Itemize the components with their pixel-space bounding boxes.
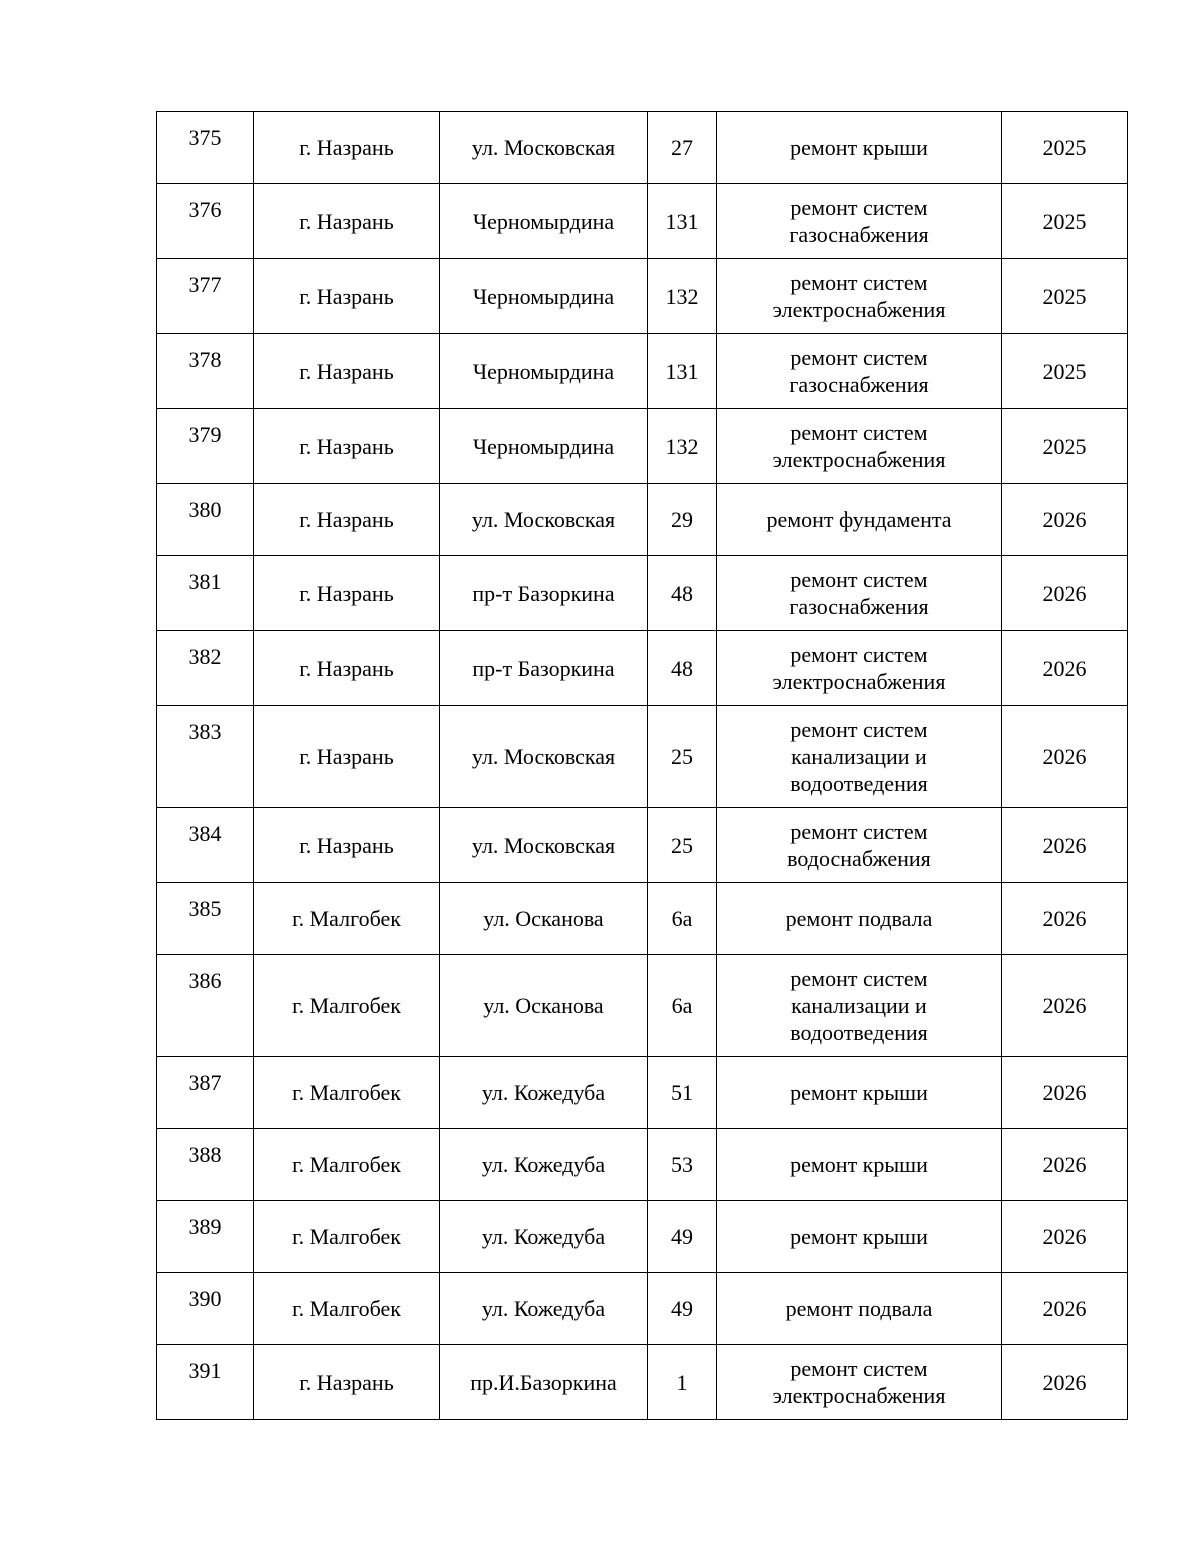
- year-cell: 2026: [1002, 955, 1128, 1057]
- street-cell: ул. Московская: [440, 808, 648, 883]
- house-number-cell: 51: [648, 1057, 717, 1129]
- table-body: [157, 112, 1128, 1420]
- house-number-cell: 132: [648, 409, 717, 484]
- work-type-text: ремонт систем канализации и водоотведения: [790, 966, 928, 1045]
- work-type-cell: [717, 556, 1002, 631]
- year-cell: 2026: [1002, 706, 1128, 808]
- street-cell: пр.И.Базоркина: [440, 1345, 648, 1420]
- work-type-cell: [717, 409, 1002, 484]
- city-cell: г. Назрань: [254, 409, 440, 484]
- city-cell: г. Назрань: [254, 484, 440, 556]
- table-row: [157, 334, 1128, 409]
- row-number-cell: 380: [157, 484, 254, 556]
- street-cell: ул. Кожедуба: [440, 1201, 648, 1273]
- work-type-cell: [717, 631, 1002, 706]
- year-cell: 2025: [1002, 184, 1128, 259]
- work-type-text: ремонт систем электроснабжения: [772, 270, 946, 322]
- street-cell: ул. Осканова: [440, 955, 648, 1057]
- row-number-cell: 386: [157, 955, 254, 1057]
- house-number-cell: 25: [648, 808, 717, 883]
- work-type-cell: [717, 1201, 1002, 1273]
- house-number-cell: 49: [648, 1201, 717, 1273]
- table-row: [157, 1057, 1128, 1129]
- year-cell: 2026: [1002, 1129, 1128, 1201]
- city-cell: г. Назрань: [254, 556, 440, 631]
- row-number-cell: 390: [157, 1273, 254, 1345]
- year-cell: 2025: [1002, 334, 1128, 409]
- work-type-text: ремонт крыши: [790, 1224, 928, 1249]
- work-type-text: ремонт крыши: [790, 135, 928, 160]
- table-row: [157, 184, 1128, 259]
- street-cell: Черномырдина: [440, 184, 648, 259]
- house-number-cell: 49: [648, 1273, 717, 1345]
- year-cell: 2026: [1002, 484, 1128, 556]
- year-cell: 2026: [1002, 883, 1128, 955]
- street-cell: ул. Кожедуба: [440, 1057, 648, 1129]
- city-cell: г. Назрань: [254, 334, 440, 409]
- house-number-cell: 53: [648, 1129, 717, 1201]
- row-number-cell: 389: [157, 1201, 254, 1273]
- street-cell: Черномырдина: [440, 334, 648, 409]
- work-type-text: ремонт систем газоснабжения: [789, 345, 929, 397]
- table-row: [157, 112, 1128, 184]
- work-type-cell: [717, 259, 1002, 334]
- work-type-text: ремонт систем электроснабжения: [772, 642, 946, 694]
- work-type-cell: [717, 808, 1002, 883]
- city-cell: г. Назрань: [254, 706, 440, 808]
- row-number-cell: 379: [157, 409, 254, 484]
- house-number-cell: 6а: [648, 955, 717, 1057]
- row-number-cell: 384: [157, 808, 254, 883]
- row-number-cell: 391: [157, 1345, 254, 1420]
- year-cell: 2026: [1002, 631, 1128, 706]
- work-type-cell: [717, 184, 1002, 259]
- work-type-text: ремонт систем электроснабжения: [772, 420, 946, 472]
- work-type-cell: [717, 1057, 1002, 1129]
- table-row: [157, 556, 1128, 631]
- table-row: [157, 409, 1128, 484]
- city-cell: г. Назрань: [254, 184, 440, 259]
- repair-schedule-table: [156, 111, 1128, 1420]
- street-cell: пр-т Базоркина: [440, 556, 648, 631]
- house-number-cell: 29: [648, 484, 717, 556]
- work-type-text: ремонт систем газоснабжения: [789, 567, 929, 619]
- year-cell: 2026: [1002, 1345, 1128, 1420]
- street-cell: ул. Московская: [440, 112, 648, 184]
- work-type-text: ремонт крыши: [790, 1152, 928, 1177]
- row-number-cell: 382: [157, 631, 254, 706]
- row-number-cell: 375: [157, 112, 254, 184]
- city-cell: г. Назрань: [254, 259, 440, 334]
- row-number-cell: 383: [157, 706, 254, 808]
- city-cell: г. Назрань: [254, 631, 440, 706]
- work-type-text: ремонт систем газоснабжения: [789, 195, 929, 247]
- work-type-text: ремонт систем электроснабжения: [772, 1356, 946, 1408]
- house-number-cell: 131: [648, 334, 717, 409]
- table-row: [157, 631, 1128, 706]
- table-row: [157, 259, 1128, 334]
- street-cell: пр-т Базоркина: [440, 631, 648, 706]
- house-number-cell: 6а: [648, 883, 717, 955]
- table-row: [157, 1129, 1128, 1201]
- city-cell: г. Малгобек: [254, 955, 440, 1057]
- row-number-cell: 388: [157, 1129, 254, 1201]
- work-type-cell: [717, 955, 1002, 1057]
- work-type-cell: [717, 1129, 1002, 1201]
- year-cell: 2026: [1002, 1273, 1128, 1345]
- work-type-cell: [717, 883, 1002, 955]
- row-number-cell: 381: [157, 556, 254, 631]
- table-row: [157, 883, 1128, 955]
- street-cell: ул. Кожедуба: [440, 1273, 648, 1345]
- row-number-cell: 377: [157, 259, 254, 334]
- city-cell: г. Назрань: [254, 1345, 440, 1420]
- work-type-cell: [717, 334, 1002, 409]
- row-number-cell: 387: [157, 1057, 254, 1129]
- table-row: [157, 706, 1128, 808]
- work-type-text: ремонт систем канализации и водоотведения: [790, 717, 928, 796]
- house-number-cell: 1: [648, 1345, 717, 1420]
- city-cell: г. Малгобек: [254, 1273, 440, 1345]
- street-cell: Черномырдина: [440, 259, 648, 334]
- table-row: [157, 955, 1128, 1057]
- work-type-cell: [717, 1345, 1002, 1420]
- street-cell: ул. Кожедуба: [440, 1129, 648, 1201]
- city-cell: г. Назрань: [254, 808, 440, 883]
- work-type-text: ремонт подвала: [785, 906, 933, 931]
- year-cell: 2025: [1002, 259, 1128, 334]
- city-cell: г. Малгобек: [254, 883, 440, 955]
- city-cell: г. Назрань: [254, 112, 440, 184]
- city-cell: г. Малгобек: [254, 1057, 440, 1129]
- city-cell: г. Малгобек: [254, 1129, 440, 1201]
- table-row: [157, 1273, 1128, 1345]
- year-cell: 2026: [1002, 808, 1128, 883]
- year-cell: 2026: [1002, 1201, 1128, 1273]
- house-number-cell: 27: [648, 112, 717, 184]
- table-row: [157, 1201, 1128, 1273]
- table-row: [157, 1345, 1128, 1420]
- street-cell: ул. Московская: [440, 484, 648, 556]
- work-type-text: ремонт фундамента: [766, 507, 952, 532]
- row-number-cell: 376: [157, 184, 254, 259]
- row-number-cell: 385: [157, 883, 254, 955]
- year-cell: 2026: [1002, 556, 1128, 631]
- work-type-cell: [717, 706, 1002, 808]
- work-type-cell: [717, 484, 1002, 556]
- work-type-text: ремонт подвала: [785, 1296, 933, 1321]
- year-cell: 2025: [1002, 409, 1128, 484]
- table-row: [157, 808, 1128, 883]
- house-number-cell: 132: [648, 259, 717, 334]
- house-number-cell: 48: [648, 631, 717, 706]
- work-type-cell: [717, 112, 1002, 184]
- street-cell: Черномырдина: [440, 409, 648, 484]
- street-cell: ул. Осканова: [440, 883, 648, 955]
- year-cell: 2026: [1002, 1057, 1128, 1129]
- work-type-text: ремонт систем водоснабжения: [787, 819, 931, 871]
- house-number-cell: 131: [648, 184, 717, 259]
- work-type-cell: [717, 1273, 1002, 1345]
- house-number-cell: 25: [648, 706, 717, 808]
- work-type-text: ремонт крыши: [790, 1080, 928, 1105]
- city-cell: г. Малгобек: [254, 1201, 440, 1273]
- house-number-cell: 48: [648, 556, 717, 631]
- row-number-cell: 378: [157, 334, 254, 409]
- year-cell: 2025: [1002, 112, 1128, 184]
- street-cell: ул. Московская: [440, 706, 648, 808]
- table-row: [157, 484, 1128, 556]
